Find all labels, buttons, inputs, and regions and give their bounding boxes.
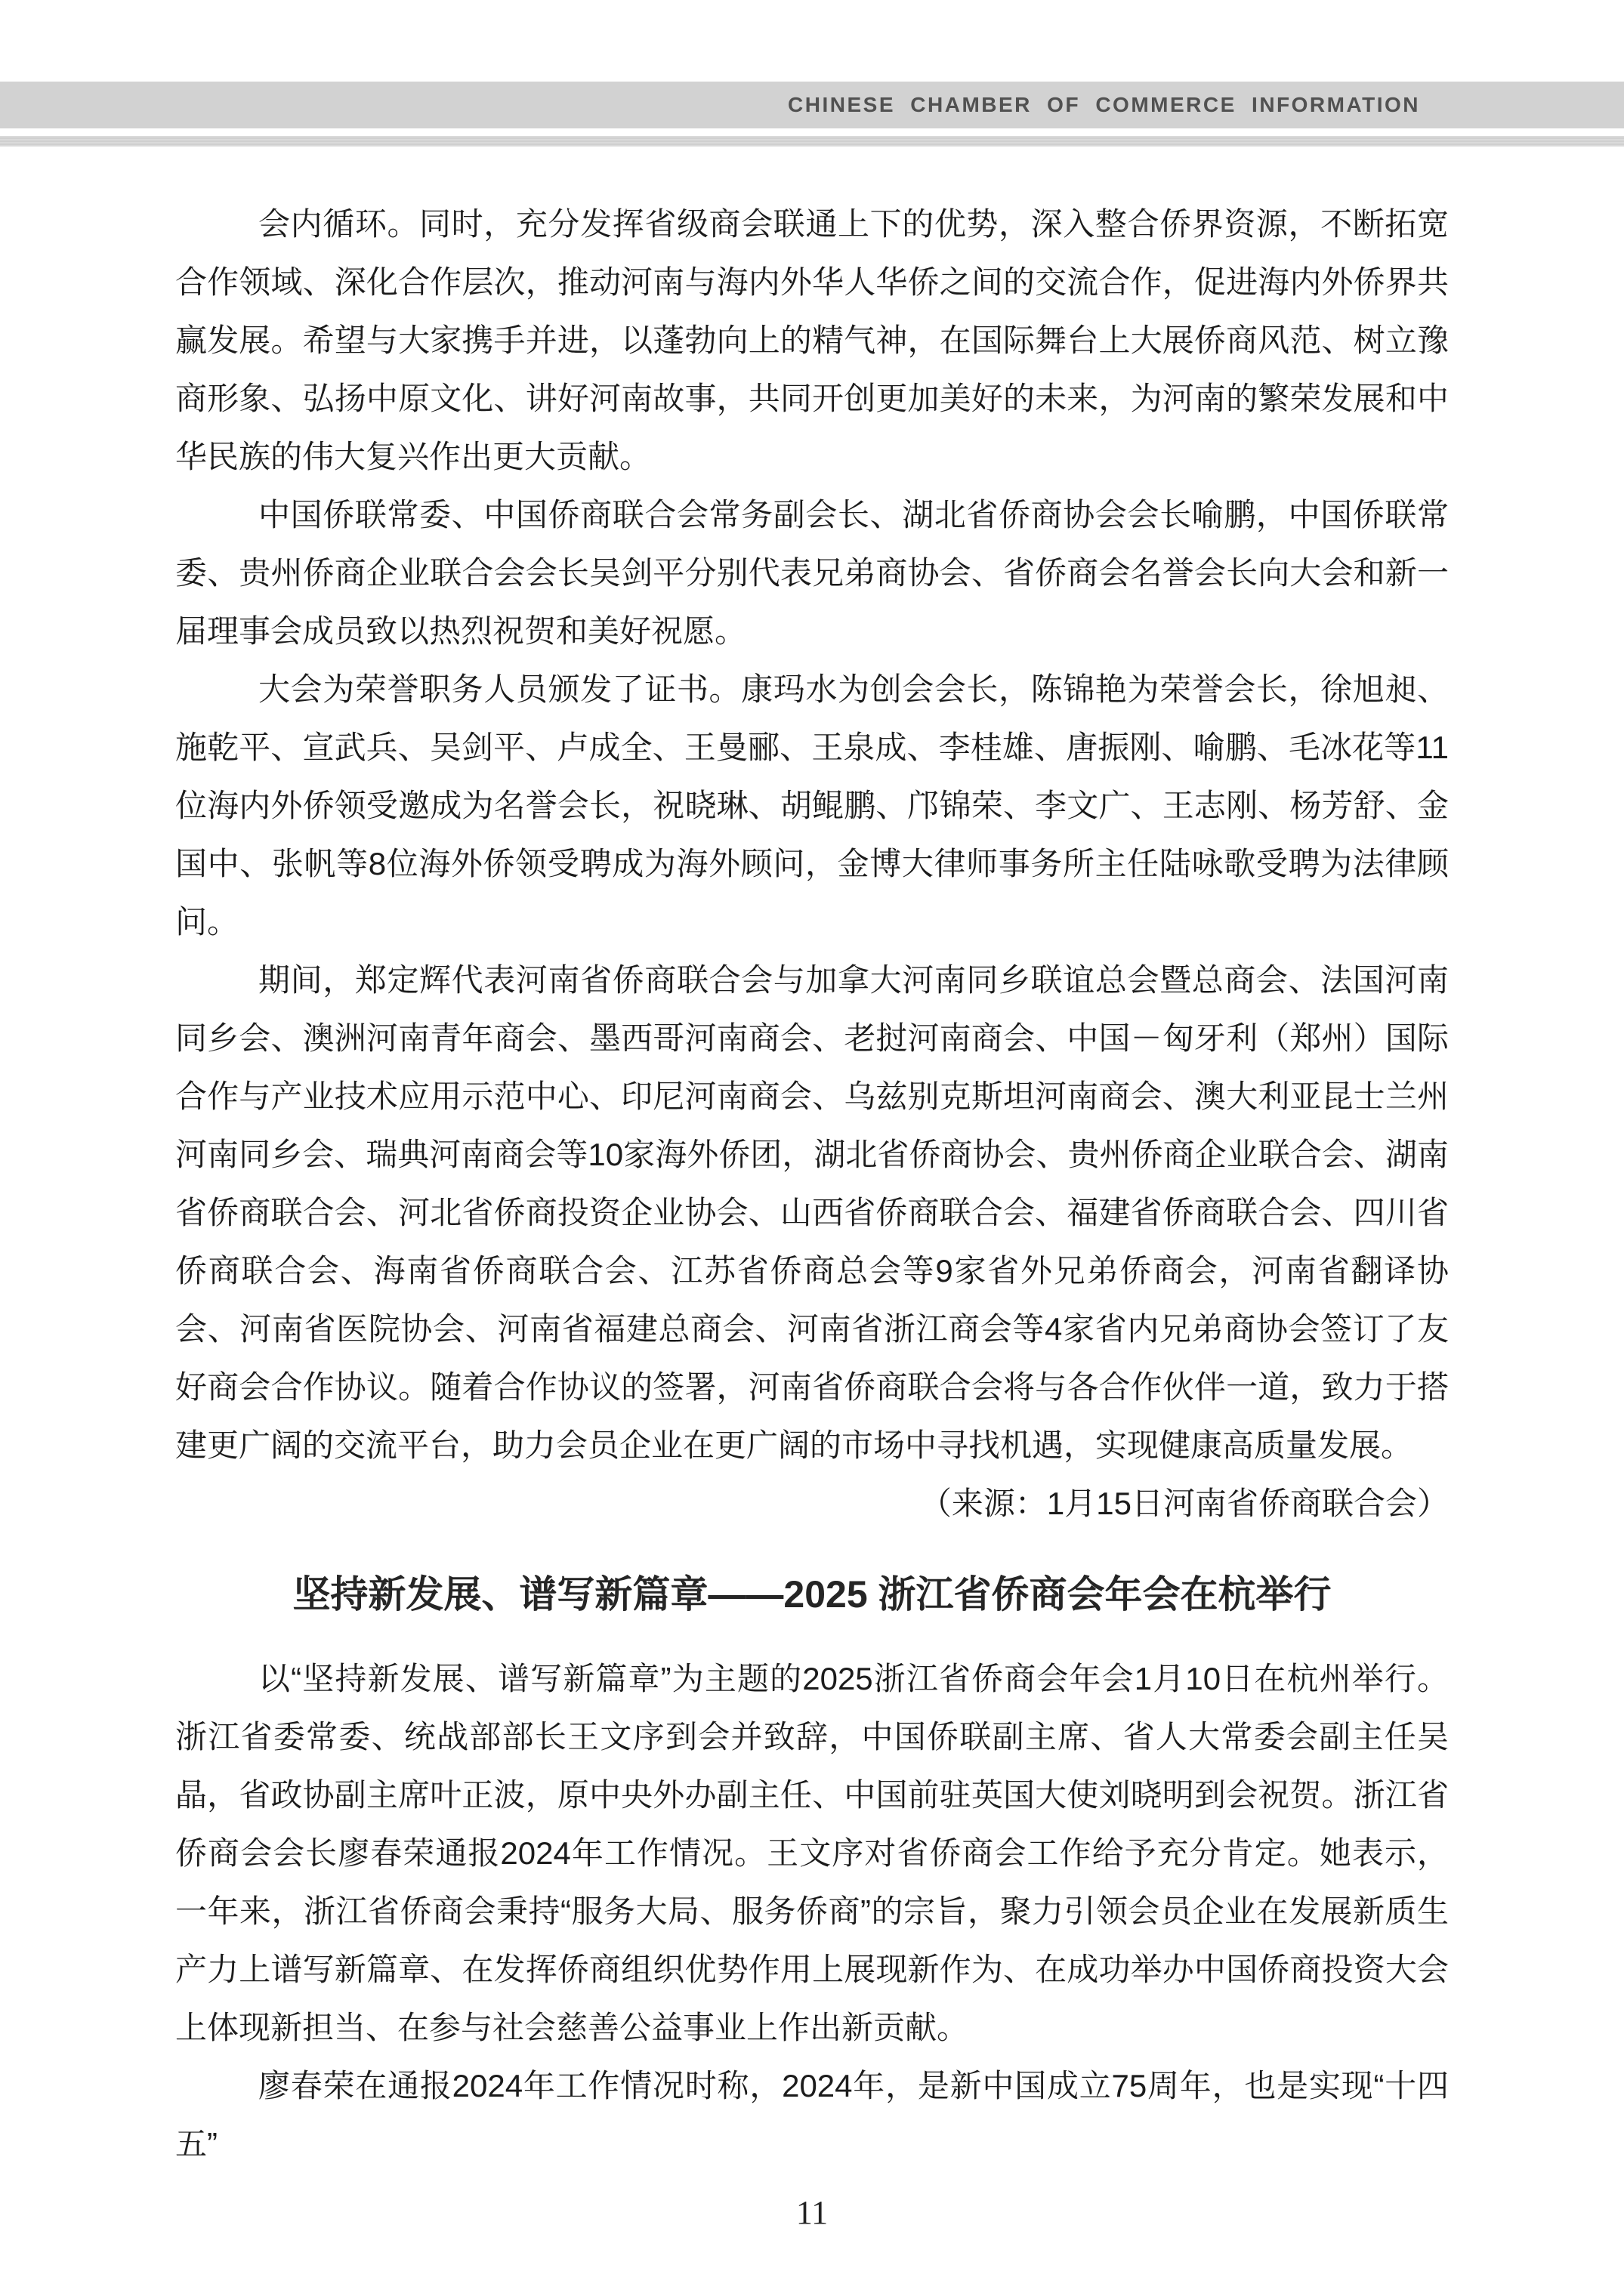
header-title: CHINESE CHAMBER OF COMMERCE INFORMATION [788,93,1420,116]
article1-paragraph-4: 期间，郑定辉代表河南省侨商联合会与加拿大河南同乡联谊总会暨总商会、法国河南同乡会、澳洲河南青年商会、墨西哥河南商会、老挝河南商会、中国－匈牙利（郑州）国际合作与产业技术应用示范中心、印尼河南商会、乌兹别克斯坦河南商会、澳大利亚昆士兰州河南同乡会、瑞典河南商会等10家海外侨团，湖北省侨商协会、贵州侨商企业联合会、湖南省侨商联合会、河北省侨商投资企业协会、山西省侨商联合会、福建省侨商联合会、四川省侨商联合会、海南省侨商联合会、江苏省侨商总会等9家省外兄弟侨商会，河南省翻译协会、河南省医院协会、河南省福建总商会、河南省浙江商会等4家省内兄弟商协会签订了友好商会合作协议。随着合作协议的签署，河南省侨商联合会将与各合作伙伴一道，致力于搭建更广阔的交流平台，助力会员企业在更广阔的市场中寻找机遇，实现健康高质量发展。 [175,962,1449,1463]
page-number: 11 [795,2194,829,2231]
page-content [175,195,1449,2173]
article1-paragraph-3: 大会为荣誉职务人员颁发了证书。康玛水为创会会长，陈锦艳为荣誉会长，徐旭昶、施乾平、宣武兵、吴剑平、卢成全、王曼郦、王泉成、李桂雄、唐振刚、喻鹏、毛冰花等11位海内外侨领受邀成为名誉会长，祝晓琳、胡鲲鹏、邝锦荣、李文广、王志刚、杨芳舒、金国中、张帆等8位海外侨领受聘成为海外顾问，金博大律师事务所主任陆咏歌受聘为法律顾问。 [175,671,1449,940]
article2-title: 坚持新发展、谱写新篇章——2025 浙江省侨商会年会在杭举行 [292,1573,1332,1616]
header-accent-bar [0,136,1624,147]
article1-source-line: （来源：1月15日河南省侨商联合会） [919,1486,1449,1521]
article1-paragraph-1: 会内循环。同时，充分发挥省级商会联通上下的优势，深入整合侨界资源，不断拓宽合作领域、深化合作层次，推动河南与海内外华人华侨之间的交流合作，促进海内外侨界共赢发展。希望与大家携手并进，以蓬勃向上的精气神，在国际舞台上大展侨商风范、树立豫商形象、弘扬中原文化、讲好河南故事，共同开创更加美好的未来，为河南的繁荣发展和中华民族的伟大复兴作出更大贡献。 [175,206,1449,474]
article1-paragraph-2: 中国侨联常委、中国侨商联合会常务副会长、湖北省侨商协会会长喻鹏，中国侨联常委、贵州侨商企业联合会会长吴剑平分别代表兄弟商协会、省侨商会名誉会长向大会和新一届理事会成员致以热烈祝贺和美好祝愿。 [175,497,1449,649]
header-bar [0,82,1624,128]
article2-paragraph-2: 廖春荣在通报2024年工作情况时称，2024年，是新中国成立75周年，也是实现“十四五” [175,2068,1449,2162]
article2-paragraph-1: 以“坚持新发展、谱写新篇章”为主题的2025浙江省侨商会年会1月10日在杭州举行。浙江省委常委、统战部部长王文序到会并致辞，中国侨联副主席、省人大常委会副主任吴晶，省政协副主席叶正波，原中央外办副主任、中国前驻英国大使刘晓明到会祝贺。浙江省侨商会会长廖春荣通报2024年工作情况。王文序对省侨商会工作给予充分肯定。她表示，一年来，浙江省侨商会秉持“服务大局、服务侨商”的宗旨，聚力引领会员企业在发展新质生产力上谱写新篇章、在发挥侨商组织优势作用上展现新作为、在成功举办中国侨商投资大会上体现新担当、在参与社会慈善公益事业上作出新贡献。 [175,1661,1449,2045]
